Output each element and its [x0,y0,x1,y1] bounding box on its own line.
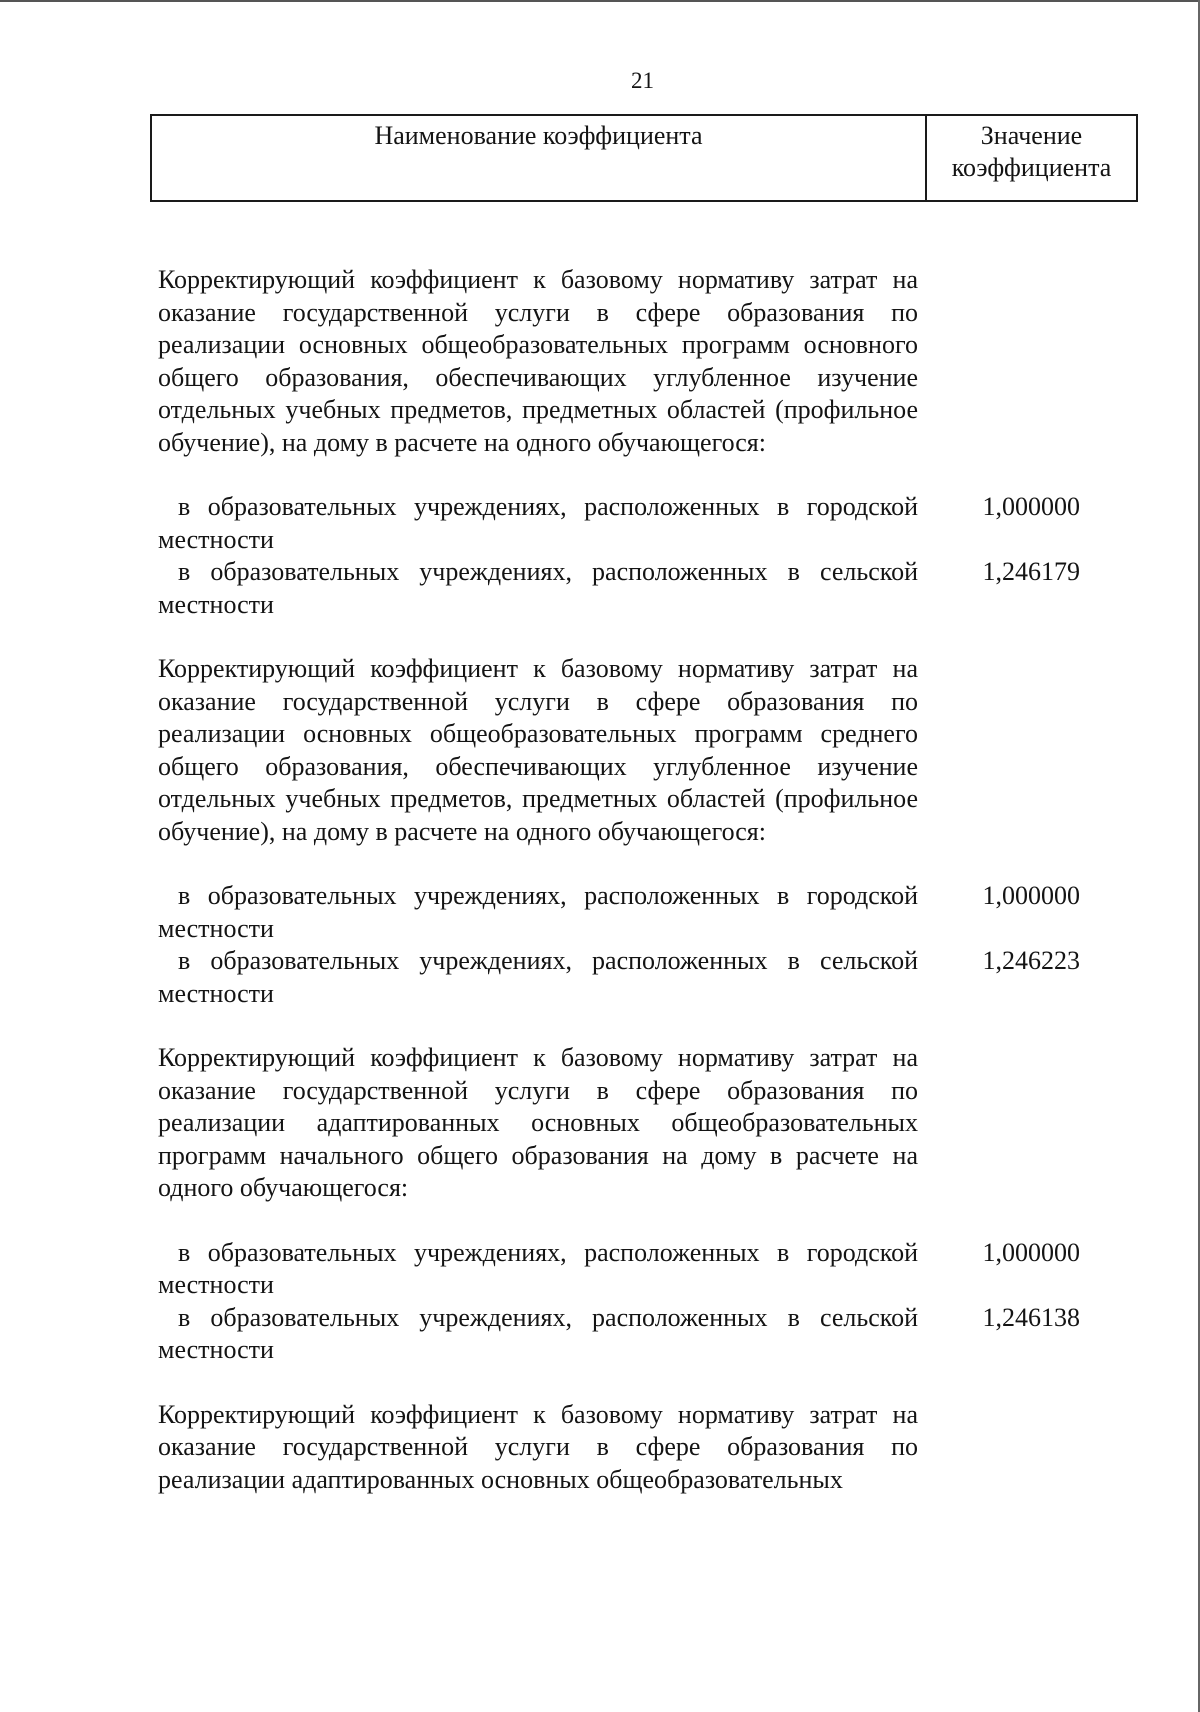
entry-value: 1,000000 [982,881,1080,910]
entry-label: в образовательных учреждениях, расположенных в сельской местности [158,1302,918,1364]
column-header-name: Наименование коэффициента [374,121,703,150]
coefficient-entry [158,491,1080,556]
entry-label: в образовательных учреждениях, расположенных в городской местности [158,881,918,943]
entry-value: 1,246138 [982,1302,1080,1332]
coefficient-description: Корректирующий коэффициент к базовому нормативу затрат на оказание государственной услуги в сфере образования по реализации основных общеобразовательных программ основного общего образования, обеспечивающих углубленное изучение отдельных учебных предметов, предметных областей (профильное обучение), на дому в расчете на одного обучающегося: [158,265,918,457]
entry-label: в образовательных учреждениях, расположенных в городской местности [158,1237,918,1299]
scan-edge-top [0,0,1200,2]
coefficient-block [158,264,1080,621]
coefficient-description: Корректирующий коэффициент к базовому нормативу затрат на оказание государственной услуги в сфере образования по реализации адаптированных основных общеобразовательных [158,1399,918,1494]
entry-value: 1,246223 [982,946,1080,975]
coefficient-block [158,1399,918,1497]
coefficient-description: Корректирующий коэффициент к базовому нормативу затрат на оказание государственной услуги в сфере образования по реализации основных общеобразовательных программ среднего общего образования, обеспечивающих углубленное изучение отдельных учебных предметов, предметных областей (профильное обучение), на дому в расчете на одного обучающегося: [158,654,918,846]
coefficient-entry [158,1302,1080,1367]
coefficient-entry [158,880,1080,945]
coefficient-description: Корректирующий коэффициент к базовому нормативу затрат на оказание государственной услуги в сфере образования по реализации адаптированных основных общеобразовательных программ начального общего образования на дому в расчете на одного обучающегося: [158,1043,918,1202]
coefficient-entries [158,880,1080,1010]
column-header-value: Значение коэффициента [951,121,1112,182]
coefficient-block [158,653,1080,1010]
coefficient-entries [158,1237,1080,1367]
entry-value: 1,000000 [982,1237,1080,1267]
coefficient-block [158,1042,1080,1367]
entry-label: в образовательных учреждениях, расположенных в сельской местности [158,946,918,1008]
coefficient-entries [158,491,1080,621]
entry-value: 1,246179 [982,557,1080,586]
entry-value: 1,000000 [982,492,1080,521]
coefficient-entry [158,945,1080,1010]
entry-label: в образовательных учреждениях, расположенных в городской местности [158,492,918,554]
page-number: 21 [631,68,654,93]
document-body [158,264,1080,1528]
coefficient-entry [158,556,1080,621]
table-header [150,114,1138,202]
coefficient-entry [158,1237,1080,1302]
entry-label: в образовательных учреждениях, расположенных в сельской местности [158,557,918,619]
